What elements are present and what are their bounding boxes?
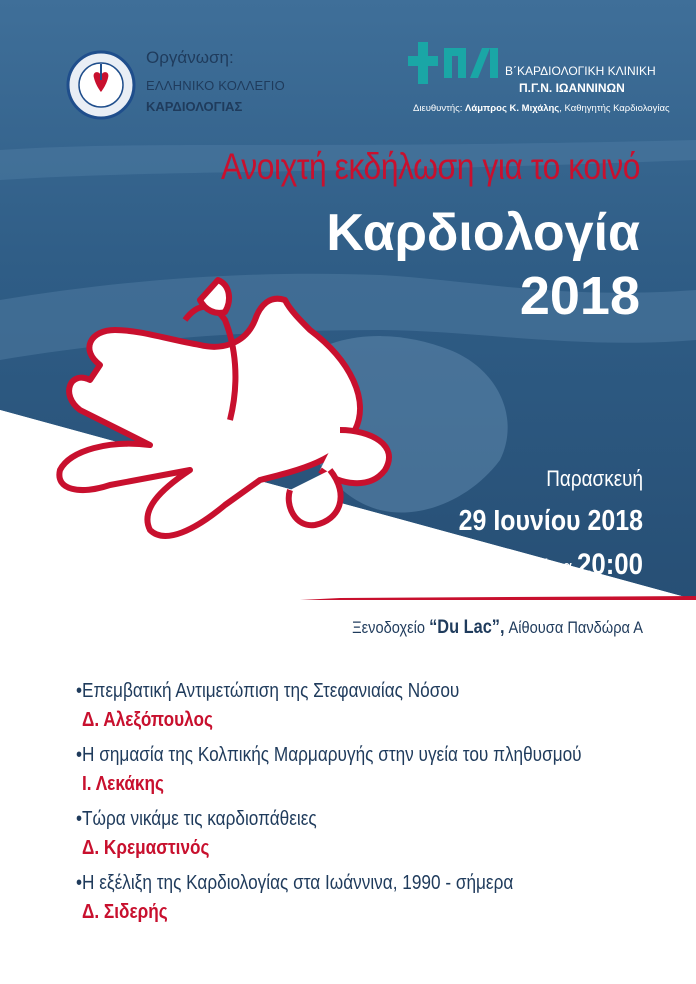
event-subtitle: Ανοιχτή εκδήλωση για το κοινό (220, 146, 640, 187)
director-prefix: Διευθυντής: (413, 103, 466, 114)
event-venue (90, 617, 643, 639)
event-day: Παρασκευή (546, 466, 643, 491)
venue-name: “Du Lac”, (429, 617, 505, 638)
topic-speaker: Δ. Αλεξόπουλος (82, 709, 213, 731)
organizer-name-line2: ΚΑΡΔΙΟΛΟΓΙΑΣ (146, 99, 243, 114)
event-date: 29 Ιουνίου 2018 (458, 505, 643, 537)
event-time: 20:00 (577, 548, 643, 581)
event-time-row (90, 548, 643, 582)
topic-title: •Η σημασία της Κολπικής Μαρμαρυγής στην υγεία του πληθυσμού (76, 744, 582, 766)
topic-speaker: Δ. Κρεμαστινός (82, 837, 210, 859)
event-year: 2018 (519, 266, 640, 326)
topics-list (76, 680, 676, 936)
topic-speaker: Ι. Λεκάκης (82, 773, 164, 795)
topic-item (76, 808, 676, 860)
topic-title: •Επεμβατική Αντιμετώπιση της Στεφανιαίας Νόσου (76, 680, 460, 702)
topic-title: •Τώρα νικάμε τις καρδιοπάθειες (76, 808, 317, 830)
director-name: Λάμπρος Κ. Μιχάλης (465, 103, 560, 114)
organizer-name-line1: ΕΛΛΗΝΙΚΟ ΚΟΛΛΕΓΙΟ (146, 78, 285, 93)
director-suffix: , Καθηγητής Καρδιολογίας (559, 103, 670, 114)
college-seal-logo (66, 50, 136, 120)
topic-title: •Η εξέλιξη της Καρδιολογίας στα Ιωάννινα, 1990 - σήμερα (76, 872, 514, 894)
clinic-logo-icon (408, 42, 500, 84)
venue-prefix: Ξενοδοχείο (352, 618, 430, 637)
topic-speaker: Δ. Σιδερής (82, 901, 168, 923)
venue-hall: Αίθουσα Πανδώρα Α (504, 618, 643, 637)
clinic-director (413, 103, 670, 114)
organizer-label: Οργάνωση: (146, 48, 234, 67)
clinic-name-line1: Β΄ΚΑΡΔΙΟΛΟΓΙΚΗ ΚΛΙΝΙΚΗ (505, 64, 656, 78)
topic-item (76, 872, 676, 924)
topic-item (76, 680, 676, 732)
event-title: Καρδιολογία (326, 204, 640, 262)
time-prefix: ώρα (539, 557, 578, 579)
clinic-name-line2: Π.Γ.Ν. ΙΩΑΝΝΙΝΩΝ (519, 81, 625, 95)
topic-item (76, 744, 676, 796)
